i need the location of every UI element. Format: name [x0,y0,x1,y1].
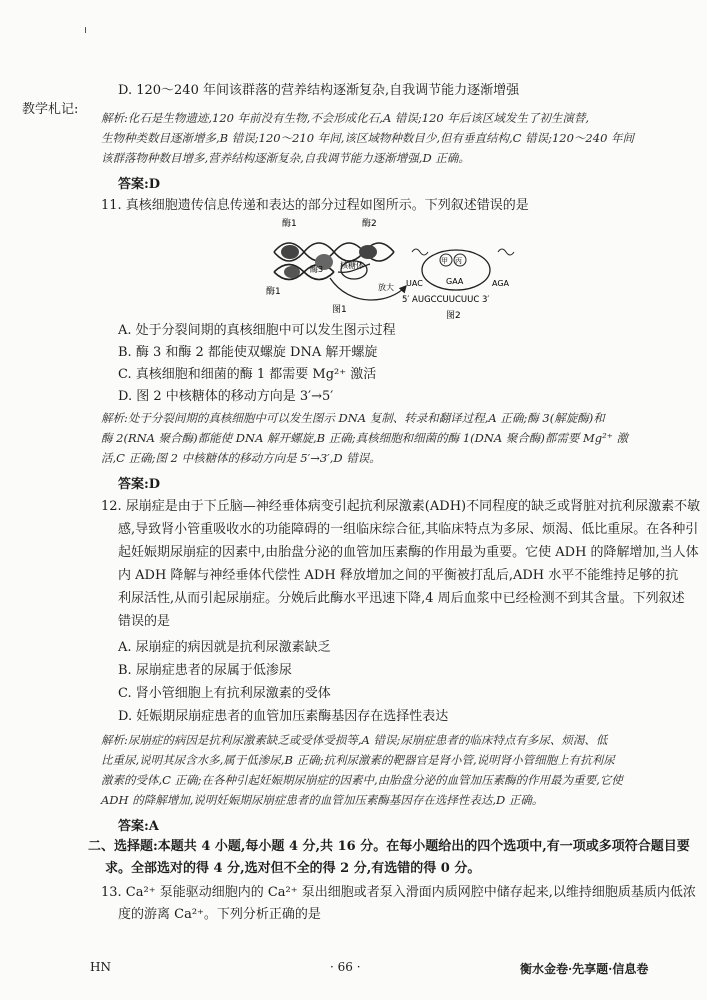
section2-heading-line-1: 二、选择题:本题共 4 小题,每小题 4 分,共 16 分。在每小题给出的四个选项中,有一项或多项符合题目要 [88,839,690,854]
enzyme1-top-shape [281,245,299,259]
corner-mark [85,27,86,33]
page-number: · 66 · [330,960,361,974]
section2-heading-line-2: 求。全部选对的得 4 分,选对但不全的得 2 分,有选错的得 0 分。 [105,861,481,876]
q12-option-d: D. 妊娠期尿崩症患者的血管加压素酶基因存在选择性表达 [118,709,449,724]
q13-stem-line-1: 13. Ca²⁺ 泵能驱动细胞内的 Ca²⁺ 泵出细胞或者泵入滑面内质网腔中储存起来,以维持细胞质基质内低浓 [101,885,696,900]
label-enlarge: 放大 [378,283,394,292]
q11-answer: 答案:D [118,477,161,492]
q12-stem-line-1: 12. 尿崩症是由于下丘脑—神经垂体病变引起抗利尿激素(ADH)不同程度的缺乏或肾脏对抗利尿激素不敏 [101,499,701,514]
q11-analysis-line-1: 解析:处于分裂间期的真核细胞中可以发生图示 DNA 复制、转录和翻译过程,A 正确;酶 3(解旋酶)和 [101,411,605,425]
q12-analysis-line-3: 激素的受体,C 正确;在各种引起妊娠期尿崩症的因素中,由胎盘分泌的血管加压素酶的作用最为重要,它使 [101,773,623,787]
footer-brand: 衡水金卷·先享题·信息卷 [520,962,649,976]
q11-option-c: C. 真核细胞和细菌的酶 1 都需要 Mg²⁺ 激活 [118,367,377,382]
label-codon-mid: GAA [446,277,464,286]
enzyme1-low-shape [284,266,300,278]
label-enzyme2: 酶2 [362,219,377,229]
q12-stem-line-6: 错误的是 [118,614,171,629]
label-codon-left: UAC [406,279,423,288]
q12-stem-line-2: 感,导致肾小管重吸收水的功能障碍的一组临床综合征,其临床特点为多尿、烦渴、低比重尿。在各种引 [118,522,699,537]
label-enzyme1-top: 酶1 [282,219,297,229]
q12-option-b: B. 尿崩症患者的尿属于低渗尿 [118,663,292,678]
label-aa-right: 丙 [455,257,462,265]
q11-stem: 11. 真核细胞遗传信息传递和表达的部分过程如图所示。下列叙述错误的是 [101,198,529,213]
label-codon-right: AGA [492,279,510,288]
label-enzyme3: 酶3 [310,265,324,274]
enlarge-arrow [330,278,406,300]
label-ribosome: 核糖体 [340,261,364,270]
q12-answer: 答案:A [118,819,159,834]
q11-figure [260,212,530,322]
q10-option-d: D. 120～240 年间该群落的营养结构逐渐复杂,自我调节能力逐渐增强 [118,83,520,98]
q12-analysis-line-1: 解析:尿崩症的病因是抗利尿激素缺乏或受体受损等,A 错误;尿崩症患者的临床特点有多尿、烦渴、低 [101,733,608,747]
q13-stem-line-2: 度的游离 Ca²⁺。下列分析正确的是 [118,907,321,922]
q11-option-b: B. 酶 3 和酶 2 都能使双螺旋 DNA 解开螺旋 [118,345,378,360]
q10-answer: 答案:D [118,177,161,192]
q12-stem-line-3: 起妊娠期尿崩症的因素中,由胎盘分泌的血管加压素酶的作用最为重要。它使 ADH 的降解增加,当人体 [118,545,699,560]
q12-option-a: A. 尿崩症的病因就是抗利尿激素缺乏 [118,640,331,655]
q12-analysis-line-2: 比重尿,说明其尿含水多,属于低渗尿,B 正确;抗利尿激素的靶器官是肾小管,说明肾小管细胞上有抗利尿 [101,753,615,767]
enzyme2-shape [359,245,377,259]
q12-stem-line-4: 内 ADH 降解与神经垂体代偿性 ADH 释放增加之间的平衡被打乱后,ADH 水平不能维持足够的抗 [118,568,679,583]
label-aa-left: 甲 [441,257,448,265]
q10-analysis-line-2: 生物种类数目逐渐增多,B 错误;120～210 年间,该区域物种数目少,但有垂直结构,C 错误;120～240 年间 [101,131,635,145]
footer-left: HN [90,960,111,974]
q11-analysis-line-3: 活,C 正确;图 2 中核糖体的移动方向是 5′→3′,D 错误。 [101,451,381,465]
q12-stem-line-5: 利尿活性,从而引起尿崩症。分娩后此酶水平迅速下降,4 周后血浆中已经检测不到其含量。下列叙述 [118,591,685,606]
label-enzyme1-low: 酶1 [266,287,281,297]
q12-analysis-line-4: ADH 的降解增加,说明妊娠期尿崩症患者的血管加压素酶基因存在选择性表达,D 正确。 [101,793,544,807]
q12-option-c: C. 肾小管细胞上有抗利尿激素的受体 [118,686,331,701]
q11-option-a: A. 处于分裂间期的真核细胞中可以发生图示过程 [118,323,396,338]
q11-analysis-line-2: 酶 2(RNA 聚合酶)都能使 DNA 解开螺旋,B 正确;真核细胞和细菌的酶 1(DNA 聚合酶)都需要 Mg²⁺ 激 [101,431,628,445]
label-mrna: 5′ AUGCCUUCUUC 3′ [402,295,490,305]
q10-analysis-line-1: 解析:化石是生物遗迹,120 年前没有生物,不会形成化石,A 错误;120 年后该区域发生了初生演替, [101,111,590,125]
label-fig1: 图1 [332,305,347,315]
q10-analysis-line-3: 该群落物种数目增多,营养结构逐渐复杂,自我调节能力逐渐增强,D 正确。 [101,151,470,165]
q11-option-d: D. 图 2 中核糖体的移动方向是 3′→5′ [118,389,334,404]
side-note: 教学札记: [22,102,79,117]
label-fig2: 图2 [446,311,461,321]
